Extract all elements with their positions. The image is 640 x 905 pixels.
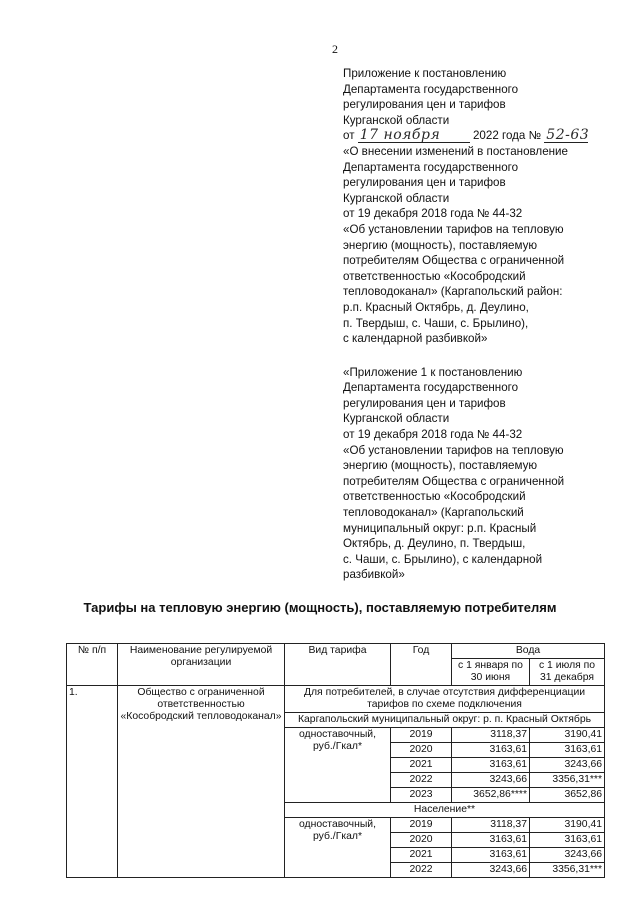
tariff-table <box>66 643 605 878</box>
table-header-row <box>67 644 605 659</box>
header-water: Вода <box>452 644 605 659</box>
district-name: Каргапольский муниципальный округ: р. п. Красный Октябрь <box>285 713 605 728</box>
year-cell: 2022 <box>391 773 452 788</box>
handwritten-date: 17 ноября <box>359 127 441 144</box>
value-cell: 3118,37 <box>452 818 530 833</box>
population-header: Население** <box>285 803 605 818</box>
appendix-header <box>343 66 613 583</box>
appendix-line: ответственностью «Кособродский <box>343 269 526 283</box>
appendix-line: Департамента государственного <box>343 160 519 174</box>
value-cell: 3190,41 <box>530 728 605 743</box>
page-number: 2 <box>332 42 338 56</box>
header-year: Год <box>391 644 452 686</box>
header-period-1: с 1 января по 30 июня <box>452 659 530 686</box>
year-cell: 2023 <box>391 788 452 803</box>
appendix-line: регулирования цен и тарифов <box>343 396 506 410</box>
row-number: 1. <box>67 686 118 878</box>
appendix-line: тепловодоканал» (Каргапольский район: <box>343 285 563 299</box>
appendix-line: энергию (мощность), поставляемую <box>343 459 538 473</box>
value-cell: 3190,41 <box>530 818 605 833</box>
appendix-line: р.п. Красный Октябрь, д. Деулино, <box>343 300 529 314</box>
value-cell: 3118,37 <box>452 728 530 743</box>
appendix-line: с календарной разбивкой» <box>343 332 488 346</box>
table-row <box>67 686 605 713</box>
value-cell: 3163,61 <box>530 833 605 848</box>
appendix-line: тепловодоканал» (Каргапольский <box>343 506 524 520</box>
appendix-line: муниципальный округ: р.п. Красный <box>343 521 537 535</box>
appendix-line: «О внесении изменений в постановление <box>343 144 568 158</box>
appendix-line: Курганской области <box>343 412 450 426</box>
appendix-date-line <box>343 128 613 144</box>
appendix-line: от 19 декабря 2018 года № 44-32 <box>343 428 523 442</box>
document-title: Тарифы на тепловую энергию (мощность), поставляемую потребителям <box>83 600 557 615</box>
appendix-line: энергию (мощность), поставляемую <box>343 238 538 252</box>
year-cell: 2021 <box>391 758 452 773</box>
handwritten-number: 52-63 <box>546 127 590 144</box>
year-text: 2022 года № <box>472 129 542 143</box>
appendix-line: Приложение к постановлению <box>343 67 507 80</box>
appendix-line: регулирования цен и тарифов <box>343 98 506 112</box>
appendix-line: потребителям Общества с ограниченной <box>343 474 565 488</box>
value-cell: 3652,86**** <box>452 788 530 803</box>
date-prefix: от <box>343 129 355 143</box>
header-tariff-type: Вид тарифа <box>285 644 391 686</box>
value-cell: 3163,61 <box>452 743 530 758</box>
value-cell: 3163,61 <box>452 833 530 848</box>
year-cell: 2019 <box>391 728 452 743</box>
year-cell: 2019 <box>391 818 452 833</box>
appendix-line: Октябрь, д. Деулино, п. Твердыш, <box>343 537 526 551</box>
appendix-line: Курганской области <box>343 191 450 205</box>
appendix-line: «Приложение 1 к постановлению <box>343 365 523 379</box>
tariff-label: одноставочный, руб./Гкал* <box>285 728 391 803</box>
appendix-line: ответственностью «Кособродский <box>343 490 526 504</box>
value-cell: 3243,66 <box>452 863 530 878</box>
year-cell: 2020 <box>391 833 452 848</box>
value-cell: 3243,66 <box>530 758 605 773</box>
org-name: Общество с ограниченной ответственностью «Кособродский тепловодоканал» <box>118 686 285 878</box>
appendix-line: потребителям Общества с ограниченной <box>343 254 565 268</box>
appendix-line: с. Чаши, с. Брылино), с календарной <box>343 552 543 566</box>
appendix-line: от 19 декабря 2018 года № 44-32 <box>343 207 523 221</box>
appendix-line: п. Твердыш, с. Чаши, с. Брылино), <box>343 316 529 330</box>
appendix-line: Департамента государственного <box>343 82 519 96</box>
value-cell: 3652,86 <box>530 788 605 803</box>
year-cell: 2022 <box>391 863 452 878</box>
year-cell: 2021 <box>391 848 452 863</box>
value-cell: 3356,31*** <box>530 773 605 788</box>
appendix-line: регулирования цен и тарифов <box>343 176 506 190</box>
appendix-line: Курганской области <box>343 113 450 127</box>
year-cell: 2020 <box>391 743 452 758</box>
consumers-note: Для потребителей, в случае отсутствия дифференциации тарифов по схеме подключения <box>285 686 605 713</box>
value-cell: 3163,61 <box>452 848 530 863</box>
appendix-line: «Об установлении тарифов на тепловую <box>343 443 564 457</box>
appendix-line: «Об установлении тарифов на тепловую <box>343 222 564 236</box>
value-cell: 3243,66 <box>530 848 605 863</box>
value-cell: 3163,61 <box>452 758 530 773</box>
appendix-line: разбивкой» <box>343 568 405 582</box>
appendix-line: Департамента государственного <box>343 381 519 395</box>
value-cell: 3356,31*** <box>530 863 605 878</box>
value-cell: 3163,61 <box>530 743 605 758</box>
header-org: Наименование регулируемой организации <box>118 644 285 686</box>
value-cell: 3243,66 <box>452 773 530 788</box>
tariff-label: одноставочный, руб./Гкал* <box>285 818 391 878</box>
header-num: № п/п <box>67 644 118 686</box>
header-period-2: с 1 июля по 31 декабря <box>530 659 605 686</box>
